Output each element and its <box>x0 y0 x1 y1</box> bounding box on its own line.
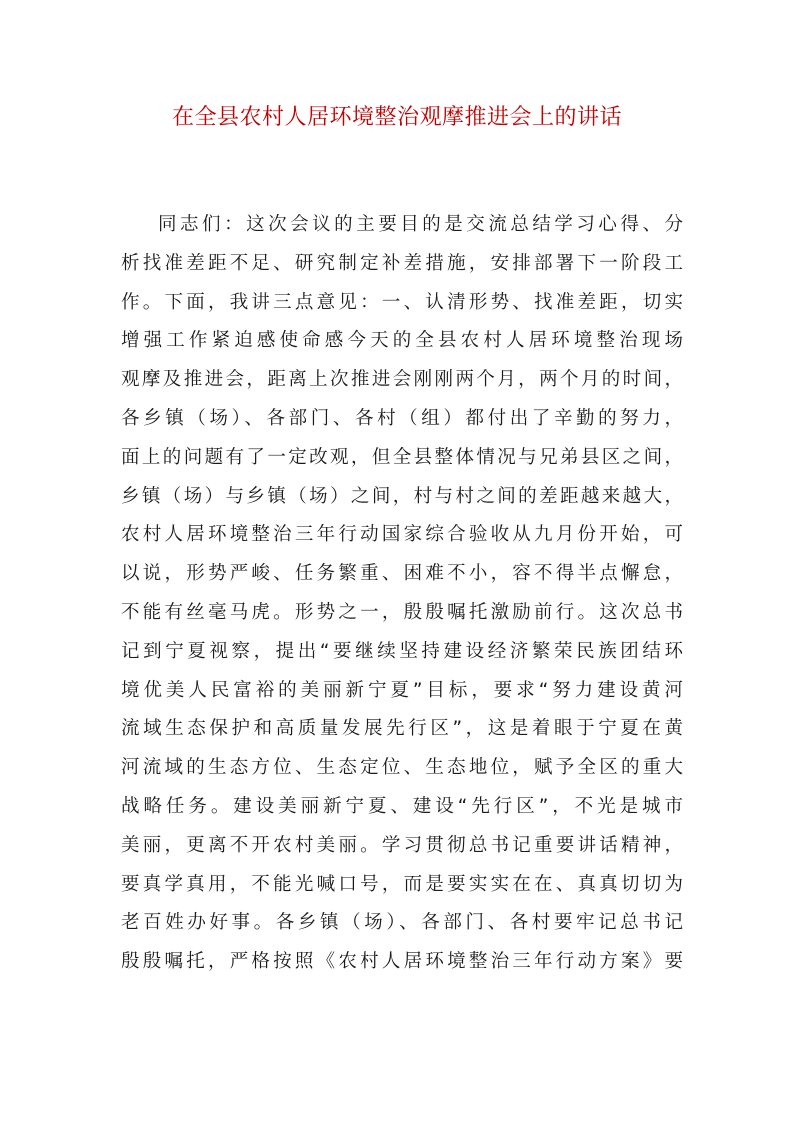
body-line: 析找准差距不足、研究制定补差措施，安排部署下一阶段工 <box>121 252 683 274</box>
body-line: 农村人居环境整治三年行动国家综合验收从九月份开始，可 <box>121 524 683 546</box>
body-line: 殷殷嘱托，严格按照《农村人居环境整治三年行动方案》要 <box>121 951 683 973</box>
body-line: 老百姓办好事。各乡镇（场）、各部门、各村要牢记总书记 <box>121 912 683 934</box>
document-body <box>121 206 683 982</box>
body-line: 战略任务。建设美丽新宁夏、建设“先行区”，不光是城市 <box>121 795 683 817</box>
body-line: 河流域的生态方位、生态定位、生态地位，赋予全区的重大 <box>121 757 683 779</box>
body-line: 记到宁夏视察，提出“要继续坚持建设经济繁荣民族团结环 <box>121 640 683 662</box>
document-title: 在全县农村人居环境整治观摩推进会上的讲话 <box>171 105 622 130</box>
body-line: 增强工作紧迫感使命感今天的全县农村人居环境整治现场 <box>121 330 683 352</box>
body-line: 同志们：这次会议的主要目的是交流总结学习心得、分 <box>158 214 683 235</box>
body-line: 流域生态保护和高质量发展先行区”，这是着眼于宁夏在黄 <box>121 718 683 740</box>
body-line: 不能有丝毫马虎。形势之一，殷殷嘱托激励前行。这次总书 <box>121 601 683 623</box>
body-line: 境优美人民富裕的美丽新宁夏”目标，要求“努力建设黄河 <box>121 679 683 701</box>
body-line: 以说，形势严峻、任务繁重、困难不小，容不得半点懈怠， <box>121 563 683 585</box>
body-line: 各乡镇（场）、各部门、各村（组）都付出了辛勤的努力， <box>121 407 683 429</box>
body-line: 面上的问题有了一定改观，但全县整体情况与兄弟县区之间， <box>121 446 683 468</box>
body-line: 观摩及推进会，距离上次推进会刚刚两个月，两个月的时间， <box>121 369 683 391</box>
body-line: 乡镇（场）与乡镇（场）之间，村与村之间的差距越来越大， <box>121 485 683 507</box>
body-line: 要真学真用，不能光喊口号，而是要实实在在、真真切切为 <box>121 873 683 895</box>
body-line: 作。下面，我讲三点意见：一、认清形势、找准差距，切实 <box>121 291 683 313</box>
body-line: 美丽，更离不开农村美丽。学习贯彻总书记重要讲话精神， <box>121 834 683 856</box>
